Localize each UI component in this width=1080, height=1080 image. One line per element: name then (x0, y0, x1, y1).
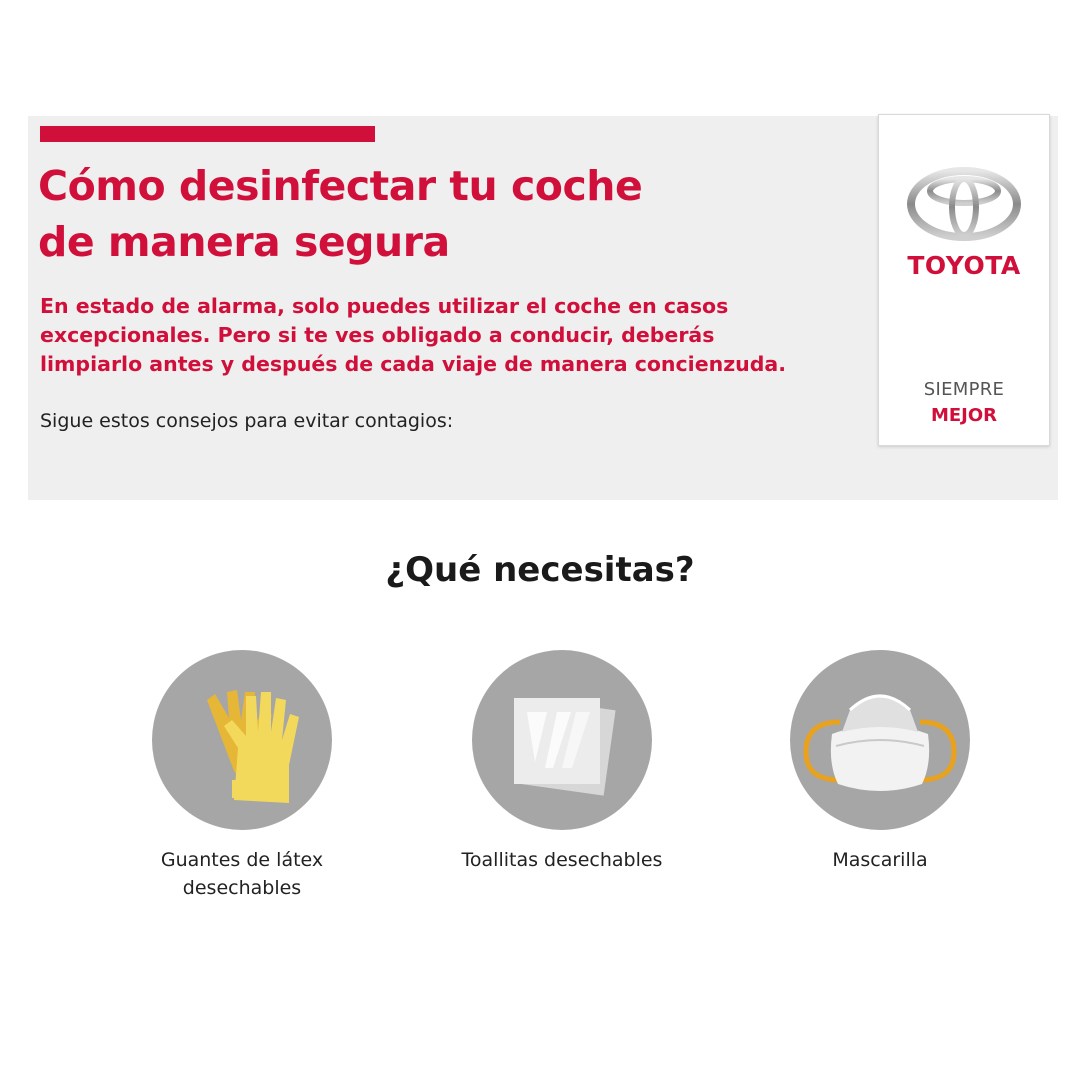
intro-text (40, 292, 840, 379)
title-line-2: de manera segura (38, 218, 450, 266)
item-label-line-1: Toallitas desechables (461, 849, 663, 871)
page-title (38, 158, 838, 270)
intro-line-3: limpiarlo antes y después de cada viaje de manera concienzuda. (40, 352, 787, 376)
title-line-1: Cómo desinfectar tu coche (38, 162, 643, 210)
intro-line-1: En estado de alarma, solo puedes utilizar el coche en casos (40, 294, 729, 318)
accent-bar (40, 126, 375, 142)
item-mask (760, 650, 1000, 874)
toyota-logo-icon (907, 167, 1021, 246)
brand-card (878, 114, 1050, 446)
tips-text: Sigue estos consejos para evitar contagios: (40, 410, 454, 432)
brand-name: TOYOTA (907, 251, 1021, 280)
item-label (760, 846, 1000, 874)
section-title: ¿Qué necesitas? (385, 550, 695, 590)
mask-icon (790, 650, 970, 830)
item-label-line-1: Guantes de látex (160, 849, 324, 871)
item-label-line-2: desechables (182, 877, 302, 899)
item-wipes (442, 650, 682, 874)
item-label (122, 846, 362, 902)
wipes-icon (472, 650, 652, 830)
intro-line-2: excepcionales. Pero si te ves obligado a conducir, deberás (40, 323, 715, 347)
tagline-top: SIEMPRE (923, 379, 1005, 400)
tagline-bottom: MEJOR (930, 405, 998, 426)
item-gloves (122, 650, 362, 902)
item-label (442, 846, 682, 874)
gloves-icon (152, 650, 332, 830)
item-label-line-1: Mascarilla (832, 849, 928, 871)
